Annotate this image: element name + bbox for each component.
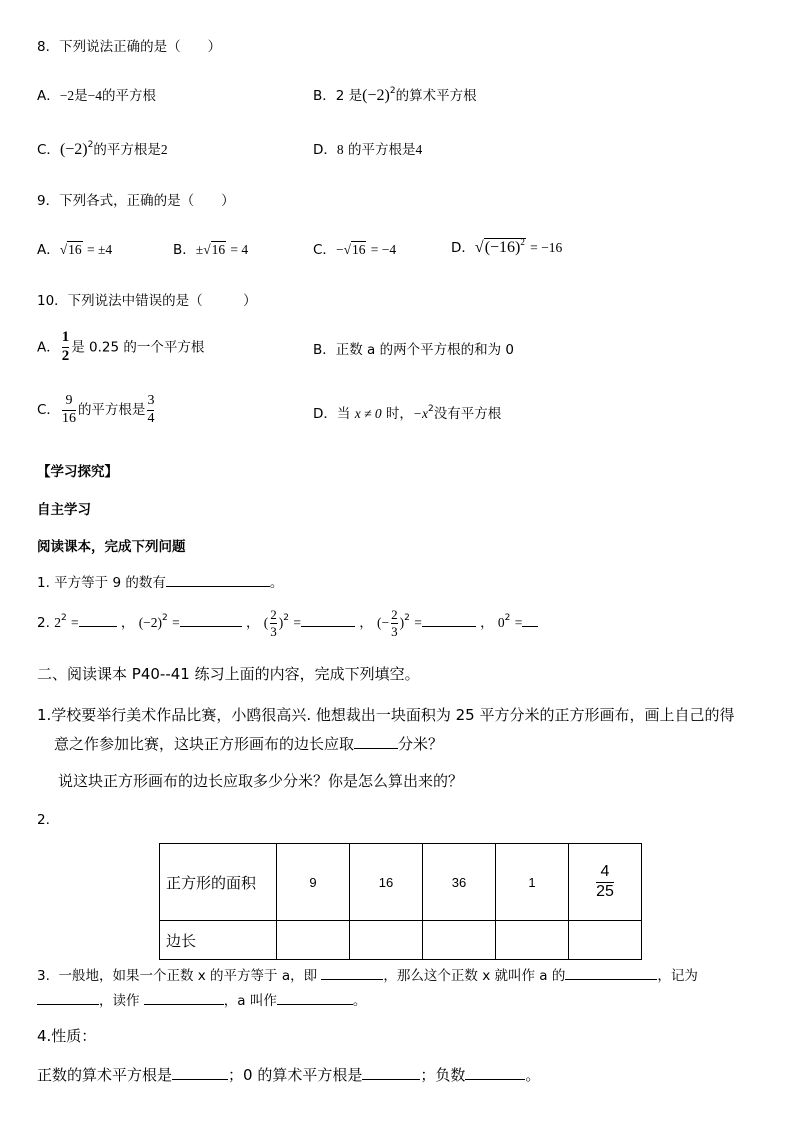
answer-blank[interactable] — [79, 611, 117, 627]
exponent: 2 — [87, 140, 94, 150]
fraction: $\frac{3}{4}$ — [147, 393, 155, 426]
text: ，那么这个正数 x 就叫作 a 的 — [383, 968, 566, 984]
q9-option-b[interactable] — [173, 238, 248, 258]
q8-stem: 8．下列说法正确的是（ ） — [37, 39, 222, 55]
q3-line1 — [37, 964, 698, 984]
text: 正数的算术平方根是 — [37, 1066, 173, 1084]
option-label: B． — [313, 88, 336, 104]
text: ， — [120, 615, 135, 632]
text: 正数 a 的两个平方根的和为 0 — [335, 342, 515, 358]
q10-stem: 10．下列说法中错误的是（ ） — [37, 293, 257, 309]
math: ± — [195, 242, 204, 257]
answer-blank[interactable] — [354, 733, 398, 749]
math: (−2) — [59, 141, 88, 158]
section-title: 【学习探究】 — [37, 464, 118, 480]
q8-option-b[interactable] — [313, 84, 477, 105]
part2-q1-line3: 说这块正方形画布的边长应取多少分米？你是怎么算出来的？ — [58, 772, 464, 790]
text: 2 是 — [335, 88, 363, 104]
area-cell — [569, 844, 642, 921]
option-label: D． — [313, 406, 337, 422]
text: 。 — [352, 993, 367, 1009]
self-item-2 — [37, 608, 538, 638]
option-label: D． — [313, 142, 337, 158]
text: 时， — [385, 406, 413, 422]
area-cell: 9 — [277, 844, 350, 921]
answer-blank[interactable] — [144, 989, 224, 1005]
square-table — [159, 843, 642, 960]
q4-label: 4.性质： — [37, 1027, 97, 1045]
math: − — [335, 242, 344, 257]
fraction: $\frac{4}{25}$ — [596, 862, 614, 900]
sqrt-symbol: $√(-16)^2$ — [474, 237, 525, 256]
q10-option-a[interactable] — [37, 330, 204, 365]
text: ；负数 — [420, 1066, 466, 1084]
math: −4 — [87, 88, 102, 103]
math: = −4 — [370, 242, 397, 257]
table-row — [160, 921, 642, 960]
text: 的平方根是 — [77, 402, 146, 419]
math: ( — [377, 615, 382, 631]
exponent: 2 — [162, 613, 168, 624]
item-label: 3. — [37, 968, 50, 984]
text: ， — [246, 615, 260, 632]
row-header-area: 正方形的面积 — [160, 844, 277, 921]
math: = — [414, 615, 422, 631]
q9-option-a[interactable] — [37, 238, 112, 258]
fraction: $\frac{2}{3}$ — [391, 607, 398, 639]
answer-blank[interactable] — [565, 964, 657, 980]
part2-q1-line2 — [54, 733, 443, 754]
option-label: C． — [313, 242, 336, 258]
part2-heading: 二、阅读课本 P40--41 练习上面的内容，完成下列填空。 — [37, 665, 420, 683]
math: = — [514, 615, 523, 631]
text: 。 — [269, 575, 284, 591]
q9-stem: 9．下列各式，正确的是（ ） — [37, 193, 235, 209]
option-label: C． — [37, 402, 60, 419]
answer-blank[interactable] — [277, 989, 353, 1005]
item-label: 2. — [37, 615, 50, 632]
area-cell: 36 — [423, 844, 496, 921]
math: (−2) — [362, 87, 390, 104]
text: 的平方根是 — [93, 142, 161, 158]
part2-q1-line1: 1.学校要举行美术作品比赛，小鸥很高兴. 他想裁出一块面积为 25 平方分米的正方形画布，画上自己的得 — [37, 706, 735, 724]
text: 当 — [336, 406, 351, 422]
q10-option-c[interactable] — [37, 394, 156, 426]
q10-option-d[interactable] — [313, 402, 501, 422]
text: 是 0.25 的一个平方根 — [71, 339, 205, 356]
math: = — [172, 615, 180, 631]
answer-blank[interactable] — [362, 1064, 420, 1080]
q8-option-d[interactable] — [313, 138, 422, 158]
math: −2 — [59, 88, 75, 103]
part2-q2-label: 2. — [37, 812, 50, 828]
self-item-1 — [37, 571, 283, 591]
q3-line2 — [37, 989, 366, 1009]
answer-blank[interactable] — [180, 611, 242, 627]
option-label: B． — [173, 242, 196, 258]
exponent: 2 — [504, 613, 511, 624]
math: ) — [399, 615, 405, 631]
exponent: 2 — [60, 613, 67, 624]
math: = — [293, 615, 301, 631]
subheading-reading: 阅读课本，完成下列问题 — [37, 539, 186, 555]
text: 是 — [74, 88, 88, 104]
math: = ±4 — [86, 242, 113, 257]
text: ，a 叫作 — [223, 993, 277, 1009]
answer-blank[interactable] — [37, 989, 99, 1005]
math: = 4 — [230, 242, 249, 257]
q8-option-c[interactable] — [37, 138, 168, 159]
text: ；0 的算术平方根是 — [228, 1066, 363, 1084]
exponent: 2 — [428, 404, 434, 414]
area-cell: 16 — [350, 844, 423, 921]
side-cell[interactable] — [496, 921, 569, 960]
fraction: $\frac{9}{16}$ — [61, 393, 76, 426]
area-cell: 1 — [496, 844, 569, 921]
math: = — [70, 615, 79, 631]
text: ， — [480, 615, 494, 632]
q4-properties — [37, 1064, 540, 1085]
exponent: 2 — [404, 613, 410, 624]
fraction: $\frac{2}{3}$ — [270, 607, 277, 639]
answer-blank[interactable] — [172, 1064, 228, 1080]
answer-blank[interactable] — [301, 611, 355, 627]
text: 没有平方根 — [433, 406, 502, 422]
sqrt-symbol: √16 — [343, 242, 366, 257]
math: ( — [263, 615, 269, 631]
math: ) — [278, 615, 284, 631]
math: 2 — [54, 615, 61, 631]
q8-option-a[interactable] — [37, 84, 156, 104]
side-cell[interactable] — [569, 921, 642, 960]
option-label: B． — [313, 342, 336, 358]
answer-blank[interactable] — [465, 1064, 525, 1080]
row-header-side: 边长 — [160, 921, 277, 960]
option-label: A． — [37, 88, 60, 104]
math: 8 — [336, 142, 344, 157]
text: 的算术平方根 — [395, 88, 477, 104]
math: 0 — [497, 615, 505, 631]
answer-blank[interactable] — [422, 611, 476, 627]
text: 的平方根是 — [347, 142, 416, 158]
sqrt-symbol: √16 — [203, 242, 226, 257]
math: 2 — [160, 142, 168, 157]
text: 意之作参加比赛，这块正方形画布的边长应取 — [54, 735, 355, 753]
option-label: A． — [37, 242, 60, 258]
side-cell[interactable] — [423, 921, 496, 960]
text: ，记为 — [657, 968, 698, 984]
exponent: 2 — [283, 613, 290, 624]
math: (−2) — [138, 615, 163, 631]
option-label: A． — [37, 339, 60, 356]
math: = −16 — [530, 240, 563, 255]
math: x ≠ 0 — [354, 406, 382, 421]
side-cell[interactable] — [350, 921, 423, 960]
answer-blank[interactable] — [321, 964, 383, 980]
answer-blank[interactable] — [166, 571, 270, 587]
text: 分米？ — [398, 735, 444, 753]
math: 4 — [415, 142, 423, 157]
radicand: 16 — [68, 242, 82, 257]
q9-option-c[interactable] — [313, 238, 396, 258]
math: − — [381, 615, 390, 631]
text: ，读作 — [99, 993, 140, 1009]
answer-blank[interactable] — [522, 611, 538, 627]
text: 的平方根 — [102, 88, 156, 104]
exponent: 2 — [389, 86, 396, 96]
text: ， — [359, 615, 373, 632]
q9-option-d[interactable] — [451, 236, 562, 257]
q10-option-b[interactable] — [313, 338, 514, 358]
math: −x — [412, 406, 429, 421]
text: 一般地，如果一个正数 x 的平方等于 a，即 — [58, 968, 318, 984]
fraction: $\frac{1}{2}$ — [61, 329, 70, 364]
text: 。 — [525, 1066, 541, 1084]
radicand: 16 — [351, 242, 366, 257]
option-label: D． — [451, 240, 475, 256]
sqrt-symbol: √16 — [59, 242, 82, 257]
text: 1. 平方等于 9 的数有 — [37, 575, 166, 591]
side-cell[interactable] — [277, 921, 350, 960]
table-row — [160, 844, 642, 921]
radicand: $(-16)^2$ — [484, 237, 525, 256]
option-label: C． — [37, 142, 60, 158]
radicand: 16 — [211, 242, 226, 257]
subheading-self-study: 自主学习 — [37, 502, 91, 518]
